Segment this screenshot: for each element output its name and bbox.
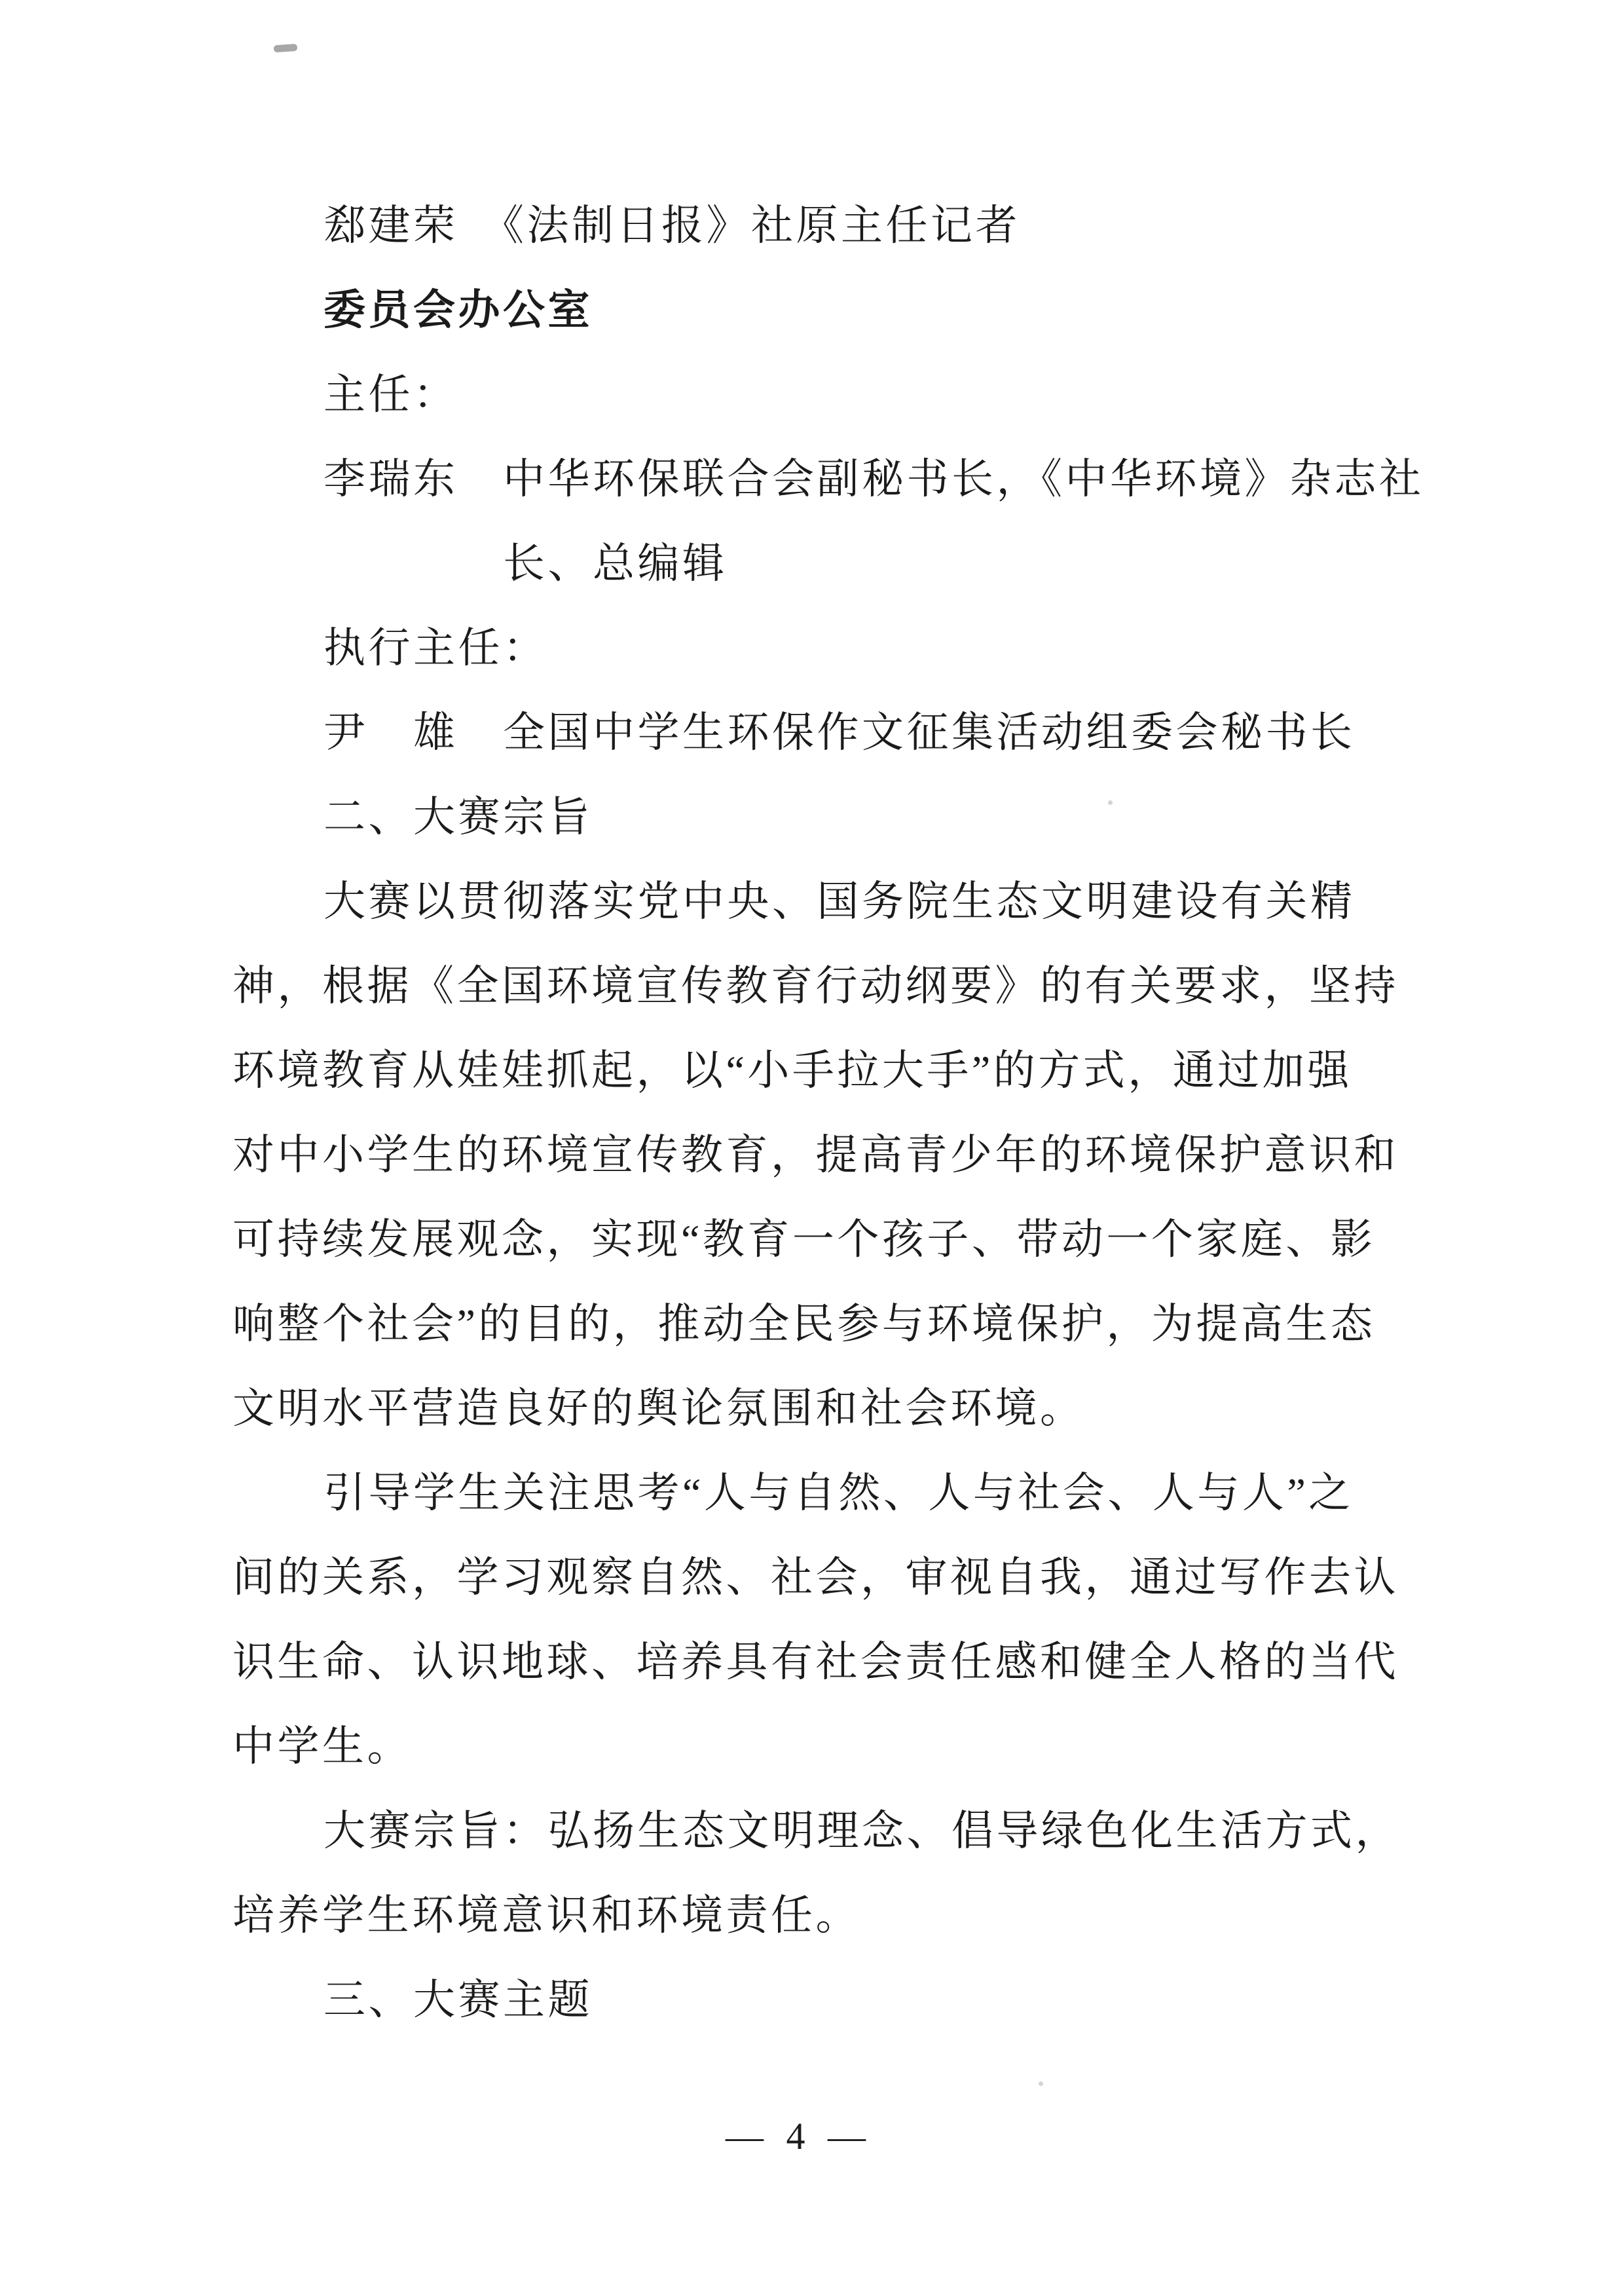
text-line: 大赛宗旨：弘扬生态文明理念、倡导绿色化生活方式，: [323, 1808, 1400, 1854]
text-line: 执行主任：: [323, 625, 548, 671]
text-line: 间的关系，学习观察自然、社会，审视自我，通过写作去认: [232, 1554, 1399, 1601]
scan-artifact: [274, 44, 298, 52]
text-line: 尹 雄 全国中学生环保作文征集活动组委会秘书长: [323, 709, 1356, 756]
text-line: 可持续发展观念，实现“教育一个孩子、带动一个家庭、影: [232, 1216, 1376, 1263]
text-line: 环境教育从娃娃抓起，以“小手拉大手”的方式，通过加强: [232, 1047, 1352, 1094]
text-line: 郄建荣 《法制日报》社原主任记者: [323, 202, 1020, 249]
text-line: 对中小学生的环境宣传教育，提高青少年的环境保护意识和: [232, 1132, 1399, 1178]
text-line: 二、大赛宗旨: [323, 794, 593, 840]
text-line: 中学生。: [232, 1723, 412, 1770]
scan-artifact: [1108, 800, 1113, 805]
text-line: 响整个社会”的目的，推动全民参与环境保护，为提高生态: [232, 1301, 1376, 1347]
text-line: 文明水平营造良好的舆论氛围和社会环境。: [232, 1385, 1085, 1432]
text-line: 李瑞东 中华环保联合会副秘书长，《中华环境》杂志社: [323, 456, 1424, 502]
text-line: 主任：: [323, 371, 458, 418]
text-line: 识生命、认识地球、培养具有社会责任感和健全人格的当代: [232, 1639, 1399, 1685]
text-line: 三、大赛主题: [323, 1977, 593, 2023]
text-line: 引导学生关注思考“人与自然、人与社会、人与人”之: [323, 1470, 1354, 1516]
text-line: 培养学生环境意识和环境责任。: [232, 1892, 860, 1939]
text-line: 神，根据《全国环境宣传教育行动纲要》的有关要求，坚持: [232, 963, 1399, 1009]
page-number: — 4 —: [726, 2115, 872, 2157]
scan-artifact: [1039, 2081, 1043, 2086]
text-line: 大赛以贯彻落实党中央、国务院生态文明建设有关精: [323, 878, 1356, 925]
text-line: 委员会办公室: [323, 287, 593, 333]
text-line: 长、总编辑: [503, 540, 728, 587]
